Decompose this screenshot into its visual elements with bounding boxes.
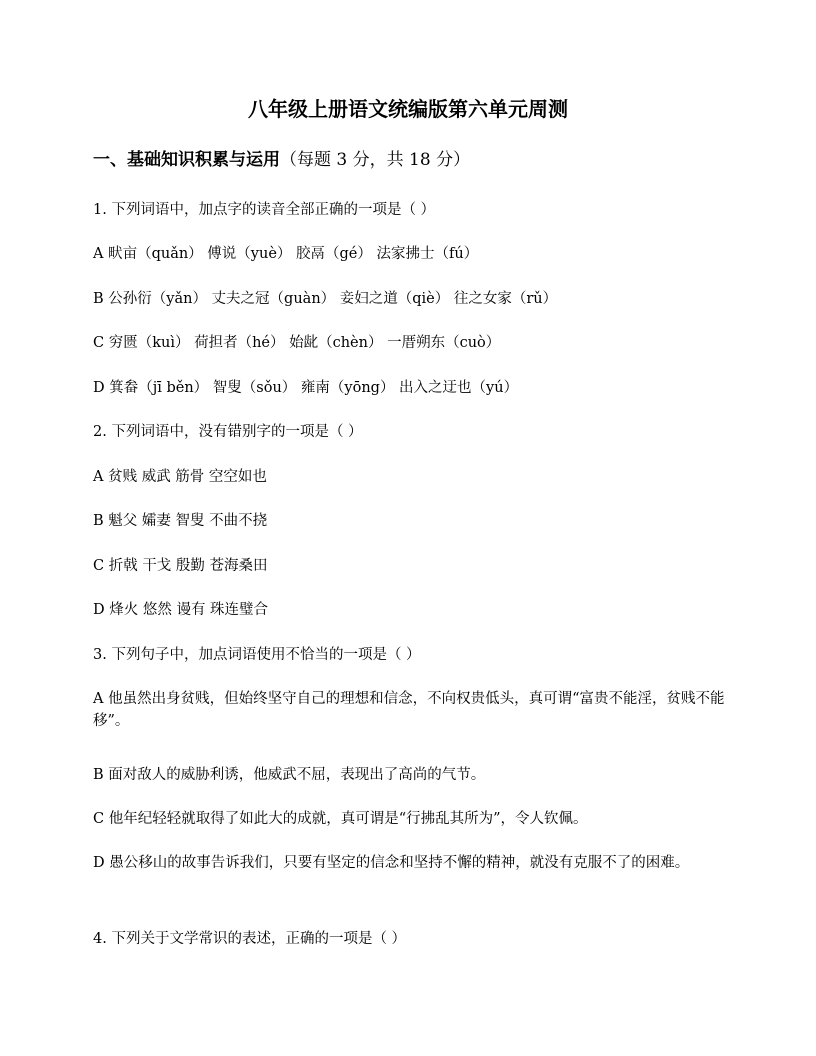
section-heading-text: 一、基础知识积累与运用 bbox=[93, 150, 280, 170]
question-1-option-c: C 穷匮（kuì） 荷担者（hé） 始龀（chèn） 一厝朔东（cuò） bbox=[93, 335, 501, 351]
question-3-stem: 3. 下列句子中，加点词语使用不恰当的一项是（ ） bbox=[93, 647, 421, 663]
question-1-stem: 1. 下列词语中，加点字的读音全部正确的一项是（ ） bbox=[93, 202, 436, 218]
question-4-stem: 4. 下列关于文学常识的表述，正确的一项是（ ） bbox=[93, 931, 407, 947]
question-3-option-a: A 他虽然出身贫贱，但始终坚守自己的理想和信念，不向权贵低头，真可谓“富贵不能淫，贫贱不能移”。 bbox=[93, 691, 725, 729]
question-1-option-d: D 箕畚（jī běn） 智叟（sǒu） 雍南（yōng） 出入之迂也（yú） bbox=[93, 380, 519, 396]
question-3-option-d: D 愚公移山的故事告诉我们，只要有坚定的信念和坚持不懈的精神，就没有克服不了的困难。 bbox=[93, 855, 690, 871]
document-title: 八年级上册语文统编版第六单元周测 bbox=[248, 97, 568, 121]
question-2-option-b: B 魁父 孀妻 智叟 不曲不挠 bbox=[93, 513, 268, 529]
question-2-option-c: C 折戟 干戈 殷勤 苍海桑田 bbox=[93, 558, 268, 574]
question-3-option-b: B 面对敌人的威胁利诱，他威武不屈，表现出了高尚的气节。 bbox=[93, 767, 486, 783]
question-2-option-a: A 贫贱 威武 筋骨 空空如也 bbox=[93, 469, 267, 485]
section-score-note: （每题 3 分，共 18 分） bbox=[280, 150, 471, 170]
question-1-option-b: B 公孙衍（yǎn） 丈夫之冠（guàn） 妾妇之道（qiè） 往之女家（rǔ） bbox=[93, 291, 558, 307]
question-3-option-c: C 他年纪轻轻就取得了如此大的成就，真可谓是“行拂乱其所为”，令人钦佩。 bbox=[93, 811, 588, 827]
question-1-option-a: A 畎亩（quǎn） 傅说（yuè） 胶鬲（gé） 法家拂士（fú） bbox=[93, 246, 479, 262]
question-2-option-d: D 烽火 悠然 谩有 珠连璧合 bbox=[93, 602, 269, 618]
section-heading bbox=[93, 148, 470, 172]
question-2-stem: 2. 下列词语中，没有错别字的一项是（ ） bbox=[93, 424, 363, 440]
